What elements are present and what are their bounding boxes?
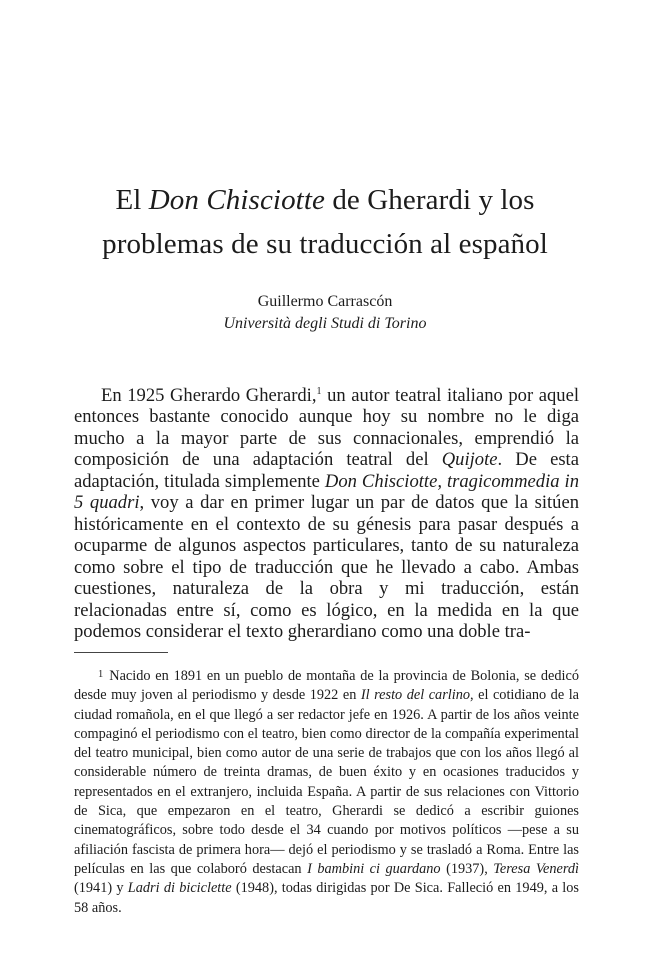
footnote-italic-newspaper: Il resto del carlino bbox=[360, 687, 471, 704]
title-text-end: de Gherardi y los bbox=[324, 184, 535, 216]
title-italic-work: Don Chisciotte bbox=[148, 184, 325, 216]
footnote-text-3: (1937), bbox=[440, 860, 494, 877]
title-line-2: problemas de su traducción al español bbox=[102, 228, 548, 260]
body-text-3: . De esta adaptación, titulada simplemente bbox=[74, 449, 579, 492]
body-text-4: , voy a dar en primer lugar un par de datos que la sitúen históricamente en el contexto de su génesis para pasar después a ocuparme de algunos aspectos particulares, tanto de su naturaleza como sobre el tipo de traducción que he llevado a cabo. Ambas cuestiones, naturaleza de la obra y mi traducción, están relacionadas entre sí, como es lógico, en la medida en la que podemos considerar el texto gherardiano como una doble tra- bbox=[74, 492, 579, 642]
body-paragraph bbox=[74, 385, 579, 642]
footnote-reference[interactable]: 1 bbox=[316, 385, 322, 397]
footnote bbox=[74, 665, 579, 918]
author-affiliation: Università degli Studi di Torino bbox=[223, 315, 427, 332]
footnote-italic-film-1: I bambini ci guardano bbox=[307, 860, 441, 877]
footnote-divider bbox=[74, 652, 168, 653]
footnote-number: 1 bbox=[98, 669, 104, 680]
footnote-italic-film-3: Ladri di biciclette bbox=[127, 880, 232, 897]
footnote-text-5: (1948), todas dirigidas por De Sica. Falleció en 1949, a los 58 años. bbox=[74, 880, 579, 916]
body-text-2: un autor teatral italiano por aquel entonces bastante conocido aunque hoy su nombre no le diga mucho a la mayor parte de sus connacionales, emprendió la composición de una adaptación teatral del bbox=[74, 385, 579, 471]
footnote-text-4: (1941) y bbox=[74, 880, 128, 897]
author-name: Guillermo Carrascón bbox=[257, 293, 393, 310]
footnote-text-2: , el cotidiano de la ciudad romañola, en el que llegó a ser redactor jefe en 1926. A partir de los años veinte compaginó el periodismo con el teatro, bien como director de la compañía experimental del teatro municipal, bien como autor de una serie de trabajos que con los años llegó al considerable número de treinta dramas, de buen éxito y en ocasiones traducidos y representados en el extranjero, incluida España. A partir de sus relaciones con Vittorio de Sica, que empezaron en el teatro, Gherardi se dedicó a escribir guiones cinematográficos, sobre todo desde el 34 cuando por motivos políticos —pese a su afiliación fascista de primera hora— dejó el periodismo y se trasladó a Roma. Entre las películas en las que colaboró destacan bbox=[74, 687, 580, 877]
footnote-text-1: Nacido en 1891 en un pueblo de montaña de la provincia de Bolonia, se dedicó desde muy joven al periodismo y desde 1922 en bbox=[74, 668, 579, 704]
body-text-1: En 1925 Gherardo Gherardi, bbox=[101, 385, 317, 406]
body-italic-quijote: Quijote bbox=[441, 449, 498, 471]
footnote-italic-film-2: Teresa Venerdì bbox=[493, 860, 579, 877]
article-title bbox=[70, 178, 580, 266]
title-text-start: El bbox=[115, 184, 149, 216]
body-italic-work-title: Don Chisciotte, tragicommedia in 5 quadri bbox=[74, 470, 579, 514]
